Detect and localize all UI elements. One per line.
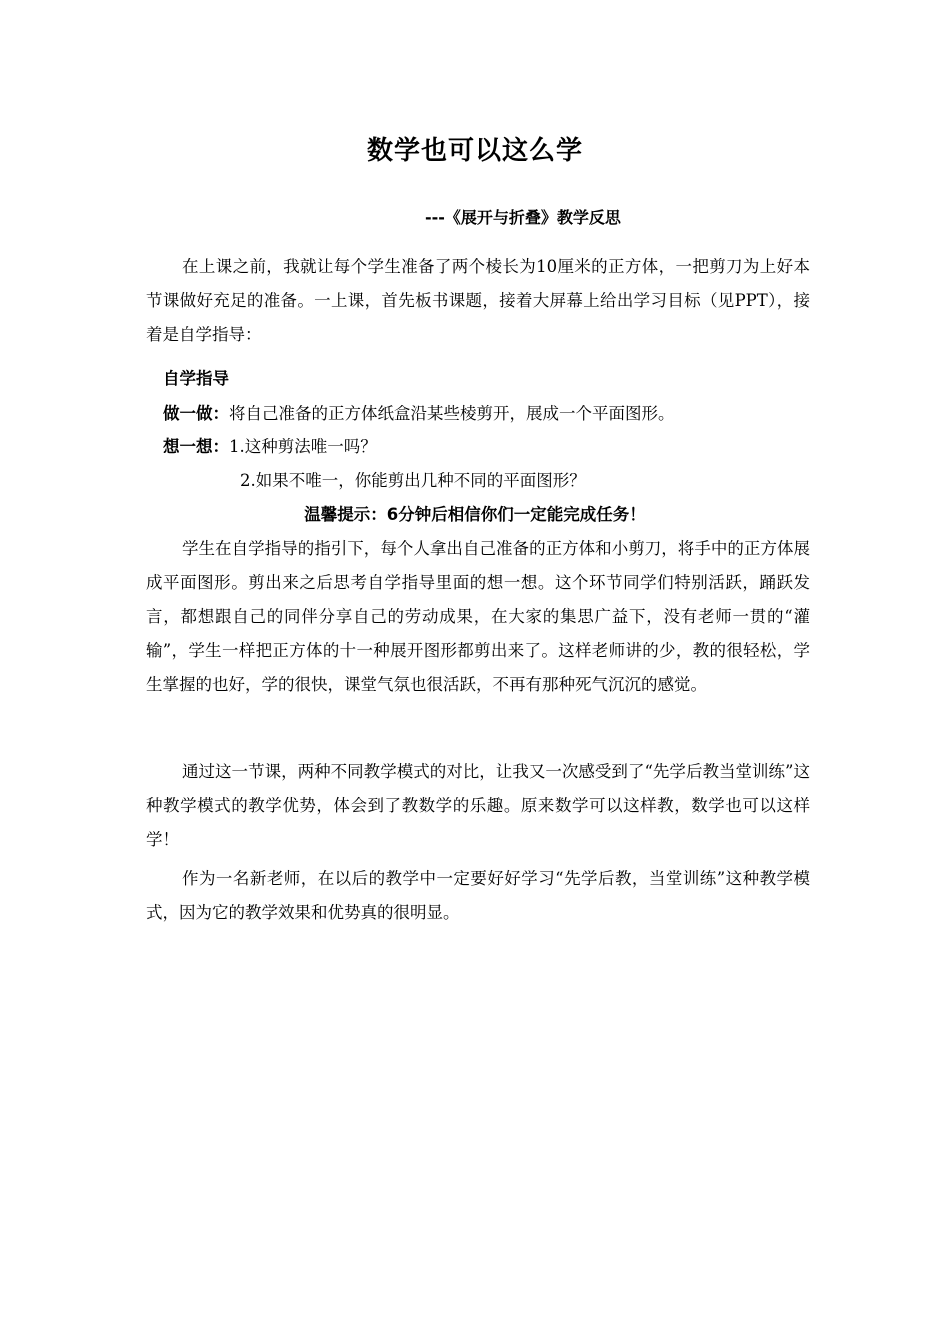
- self-study-heading: 自学指导: [163, 369, 229, 388]
- paragraph-conclusion: 作为一名新老师，在以后的教学中一定要好好学习“先学后教，当堂训练”这种教学模式，因为它的教学效果和优势真的很明显。: [146, 869, 810, 922]
- tip-text: 温馨提示：6分钟后相信你们一定能完成任务！: [304, 505, 646, 524]
- do-label: 做一做：: [163, 404, 229, 423]
- paragraph-intro: 在上课之前，我就让每个学生准备了两个棱长为10厘米的正方体，一把剪刀为上好本节课做好充足的准备。一上课，首先板书课题，接着大屏幕上给出学习目标（见PPT），接着是自学指导：: [146, 257, 810, 344]
- do-line: [163, 397, 675, 431]
- paragraph-activity: 学生在自学指导的指引下，每个人拿出自己准备的正方体和小剪刀，将手中的正方体展成平面图形。剪出来之后思考自学指导里面的想一想。这个环节同学们特别活跃，踊跃发言，都想跟自己的同伴分享自己的劳动成果，在大家的集思广益下，没有老师一贯的“灌输”，学生一样把正方体的十一种展开图形都剪出来了。这样老师讲的少，教的很轻松，学生掌握的也好，学的很快，课堂气氛也很活跃，不再有那种死气沉沉的感觉。: [146, 539, 810, 694]
- document-subtitle: ---《展开与折叠》教学反思: [425, 208, 621, 227]
- paragraph-comparison: 通过这一节课，两种不同教学模式的对比，让我又一次感受到了“先学后教当堂训练”这种教学模式的教学优势，体会到了教数学的乐趣。原来数学可以这样教，数学也可以这样学！: [146, 762, 810, 849]
- think-item-2: 2.如果不唯一，你能剪出几种不同的平面图形？: [240, 471, 586, 490]
- think-item-1: 1.这种剪法唯一吗？: [229, 437, 377, 456]
- think-line: [163, 430, 377, 464]
- think-label: 想一想：: [163, 437, 229, 456]
- do-text: 将自己准备的正方体纸盒沿某些棱剪开，展成一个平面图形。: [229, 404, 675, 423]
- document-title: 数学也可以这么学: [366, 136, 583, 166]
